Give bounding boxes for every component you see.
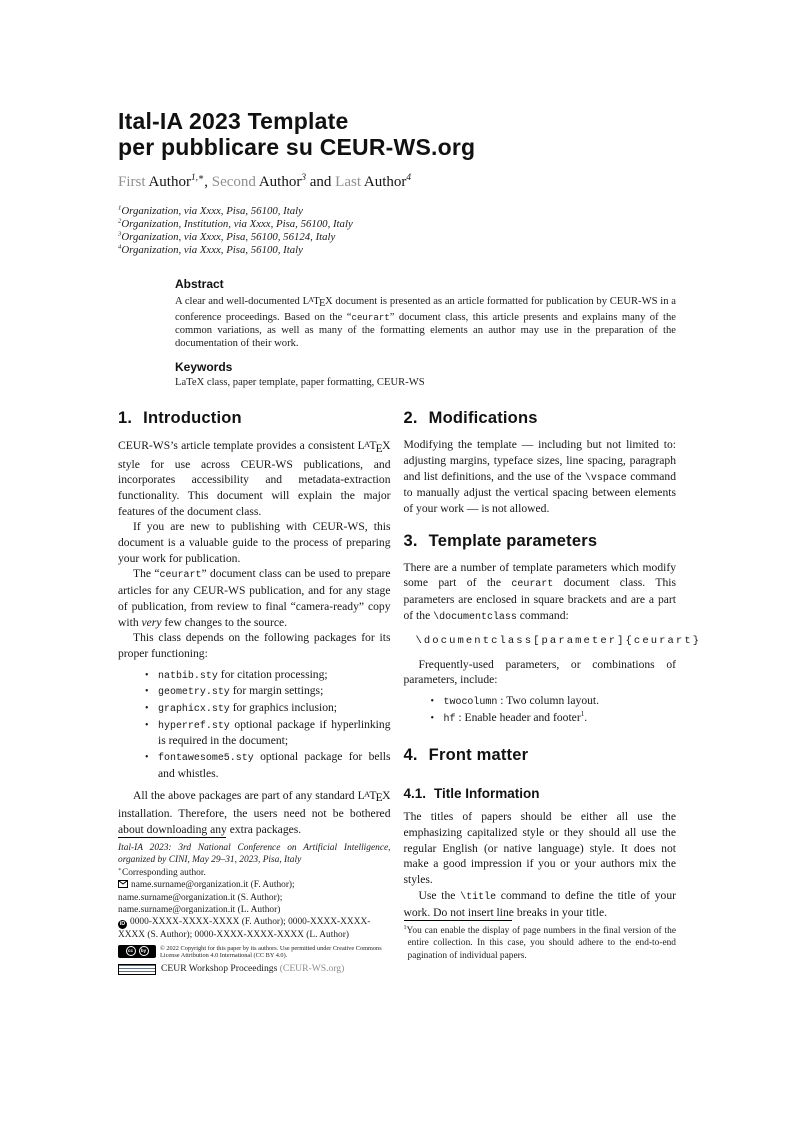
corresponding-author-note: ∗Corresponding author.	[118, 866, 206, 878]
list-item: • hyperref.sty optional package if hyperlinking is required in the document;	[118, 717, 391, 749]
list-item: • natbib.sty for citation processing;	[118, 667, 391, 684]
section-heading-front-matter: 4. Front matter	[403, 746, 529, 765]
subsection-heading-title-information: 4.1. Title Information	[403, 786, 540, 802]
cc-by-badge[interactable]: cc by	[118, 945, 156, 958]
authors-line: First Author$^{1,∗}$, Second Author$^3$ and Last Author$^4$	[118, 173, 412, 190]
section-heading-modifications: 2. Modifications	[403, 409, 538, 428]
intro-paragraph-5: All the above packages are part of any standard LATEX installation. Therefore, the users need not be bothered about downloading any extra packages.	[118, 788, 391, 836]
section-heading-template-parameters: 3. Template parameters	[403, 531, 598, 550]
two-column-body	[118, 408, 702, 975]
list-item: • hf : Enable header and footer$^1$.	[404, 710, 677, 727]
paper-title-line2: per pubblicare su CEUR-WS.org	[118, 134, 476, 160]
title-info-paragraph-1: The titles of papers should be either all use the emphasizing capitalized style or they should all use the regular English (or native language) style. It does not make a good impression if you or your authors mix the styles.	[403, 810, 676, 887]
ceur-ws-link[interactable]: (CEUR-WS.org)	[279, 963, 345, 975]
documentclass-code: \documentclass[parameter]{ceurart}	[415, 634, 702, 647]
orcid-links[interactable]: 0000-XXXX-XXXX-XXXX (F. Author); 0000-XXXX-XXXX-XXXX (S. Author); 0000-XXXX-XXXX-XXXX (L. Author)	[118, 917, 371, 941]
left-column	[118, 408, 391, 975]
conference-note: Ital-IA 2023: 3rd National Conference on Artificial Intelligence, organized by CINI, May 29–31, 2023, Pisa, Italy	[118, 843, 391, 866]
paper-title	[118, 108, 676, 160]
orcid-icon: iD	[119, 921, 126, 928]
intro-paragraph-2: If you are new to publishing with CEUR-WS, this document is a valuable guide to the process of preparing your work for publication.	[118, 520, 391, 565]
email-links[interactable]: name.surname@organization.it (F. Author); name.surname@organization.it (S. Author); name.surname@organization.it (L. Author)	[118, 879, 295, 916]
right-footnote-block	[404, 920, 677, 962]
affiliations	[118, 205, 676, 257]
abstract-heading: Abstract	[175, 277, 224, 291]
footnote-rule	[404, 920, 512, 921]
list-item: • geometry.sty for margin settings;	[118, 683, 391, 700]
modifications-paragraph: Modifying the template — including but not limited to: adjusting margins, typeface sizes, line spacing, paragraph and list definitions, and the use of the \vspace command to manually adjust the vertical spacing between elements of your work — is not allowed.	[403, 438, 676, 516]
list-item: • graphicx.sty for graphics inclusion;	[118, 700, 391, 717]
intro-paragraph-4: This class depends on the following packages for its proper functioning:	[118, 631, 391, 660]
abstract-text: A clear and well-documented LATEX document is presented as an article formatted for publication by CEUR-WS in a conference proceedings. Based on the “ceurart” document class, this article presents and explains many of the common variations, as well as many of the formatting elements an author may use in the preparation of the documentation of their work.	[175, 295, 676, 350]
ceur-proceedings-line	[118, 963, 391, 975]
footnote-marker: 1	[403, 925, 407, 932]
template-params-paragraph-1: There are a number of template parameters which modify some part of the ceurart document class. This parameters are enclosed in square brackets and are a part of the \documentclass command:	[403, 560, 676, 622]
affiliation-item: $^4$Organization, via Xxxx, Pisa, 56100, Italy	[118, 243, 303, 256]
right-column	[403, 408, 702, 961]
parameter-list	[404, 693, 677, 726]
template-params-paragraph-2: Frequently-used parameters, or combinations of parameters, include:	[403, 657, 676, 687]
keywords-text: LaTeX class, paper template, paper formatting, CEUR-WS	[175, 376, 425, 388]
license-row	[118, 945, 391, 960]
footnote-1: $^1$You can enable the display of page numbers in the final version of the entire collection. In this case, you should adhere to the end-to-end pagination of individual papers.	[403, 925, 676, 961]
left-footnote-block	[118, 837, 391, 975]
ceur-text: CEUR Workshop Proceedings	[161, 963, 278, 975]
list-item: • fontawesome5.sty optional package for bells and whistles.	[118, 749, 391, 781]
list-item: • twocolumn : Two column layout.	[404, 693, 677, 710]
footnote-rule	[118, 837, 226, 838]
abstract-section	[175, 277, 676, 389]
intro-paragraph-3: The “ceurart” document class can be used to prepare articles for any CEUR-WS publication, and for any stage of publication, from review to final “camera-ready” copy with very few changes to the source.	[118, 567, 391, 629]
keywords-heading: Keywords	[175, 359, 233, 374]
title-info-paragraph-2: Use the \title command to define the title of your work. Do not insert line breaks in your title.	[403, 888, 676, 919]
affiliation-item: $^2$Organization, Institution, via Xxxx, Pisa, 56100, Italy	[118, 217, 353, 230]
copyright-note: © 2022 Copyright for this paper by its authors. Use permitted under Creative Commons License Attribution 4.0 International (CC BY 4.0).	[160, 944, 382, 960]
paper-title-line1: Ital-IA 2023 Template	[118, 108, 349, 134]
envelope-icon	[118, 880, 128, 892]
email-line	[118, 879, 391, 917]
affiliation-item: $^1$Organization, via Xxxx, Pisa, 56100, Italy	[118, 204, 303, 217]
orcid-line	[118, 916, 391, 941]
section-heading-introduction: 1. Introduction	[118, 409, 242, 428]
ceur-logo	[118, 964, 156, 975]
intro-paragraph-1: CEUR-WS’s article template provides a consistent LATEX style for use across CEUR-WS publications, and incorporates accessibility and metadata-extraction functionality. This document will explain the major features of the document class.	[118, 439, 391, 518]
package-list	[118, 667, 391, 782]
affiliation-item: $^3$Organization, via Xxxx, Pisa, 56100, 56124, Italy	[118, 230, 336, 243]
